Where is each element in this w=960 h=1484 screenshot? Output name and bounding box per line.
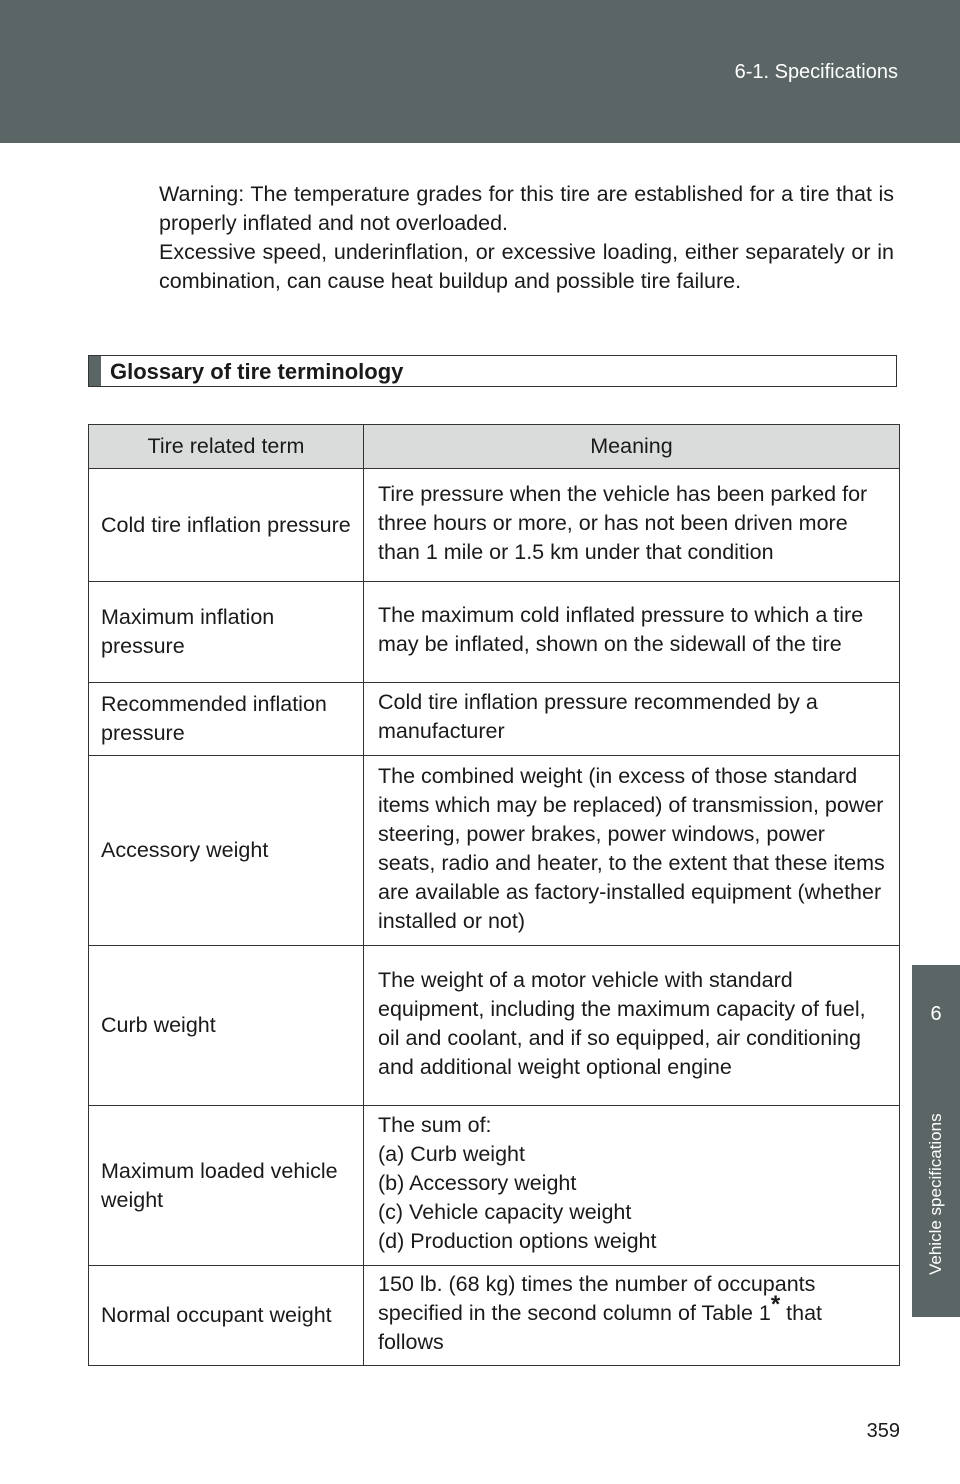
table-row — [89, 469, 900, 582]
term-cell: Cold tire inflation pressure — [89, 469, 364, 582]
term-cell: Maximum inflation pressure — [89, 582, 364, 683]
table-header-row — [89, 425, 900, 469]
table-row — [89, 1106, 900, 1266]
warning-text — [159, 180, 894, 296]
meaning-cell: The maximum cold inflated pressure to which a tire may be inflated, shown on the sidewall of the tire — [364, 582, 900, 683]
meaning-cell — [364, 1266, 900, 1366]
term-cell: Recommended inflation pressure — [89, 683, 364, 756]
section-heading-text: Glossary of tire terminology — [110, 359, 404, 384]
table-row — [89, 756, 900, 946]
chapter-number: 6 — [930, 1003, 942, 1025]
meaning-text-end: that follows — [378, 1301, 823, 1354]
page-header — [0, 0, 960, 143]
table-row — [89, 1266, 900, 1366]
page-number: 359 — [866, 1420, 900, 1442]
term-cell: Accessory weight — [89, 756, 364, 946]
table-row — [89, 683, 900, 756]
meaning-cell — [364, 1106, 900, 1266]
meaning-cell: Cold tire inflation pressure recommended by a manufacturer — [364, 683, 900, 756]
column-header-meaning: Meaning — [364, 425, 900, 469]
table-row — [89, 946, 900, 1106]
heading-accent-bar — [89, 356, 101, 386]
column-header-term: Tire related term — [89, 425, 364, 469]
footnote-mark: * — [770, 1290, 781, 1318]
warning-paragraph-1: Warning: The temperature grades for this tire are established for a tire that is properly inflated and not overloaded. — [159, 182, 894, 235]
glossary-table — [88, 424, 900, 1366]
section-heading — [88, 355, 897, 387]
meaning-line: (a) Curb weight — [378, 1142, 525, 1166]
table-row — [89, 582, 900, 683]
term-cell: Normal occupant weight — [89, 1266, 364, 1366]
section-title: 6-1. Specifications — [734, 61, 898, 83]
meaning-line: (d) Production options weight — [378, 1229, 657, 1253]
chapter-label: Vehicle specifications — [926, 1113, 945, 1275]
meaning-line: (b) Accessory weight — [378, 1171, 577, 1195]
meaning-cell: The weight of a motor vehicle with standard equipment, including the maximum capacity of fuel, oil and coolant, and if so equipped, air conditioning and additional weight optional engine — [364, 946, 900, 1106]
term-cell: Curb weight — [89, 946, 364, 1106]
term-cell: Maximum loaded vehicle weight — [89, 1106, 364, 1266]
meaning-line: (c) Vehicle capacity weight — [378, 1200, 632, 1224]
meaning-cell: Tire pressure when the vehicle has been parked for three hours or more, or has not been driven more than 1 mile or 1.5 km under that condition — [364, 469, 900, 582]
meaning-line: The sum of: — [378, 1113, 492, 1137]
meaning-cell: The combined weight (in excess of those standard items which may be replaced) of transmission, power steering, power brakes, power windows, power seats, radio and heater, to the extent that these items are available as factory-installed equipment (whether installed or not) — [364, 756, 900, 946]
warning-paragraph-2: Excessive speed, underinflation, or excessive loading, either separately or in combination, can cause heat buildup and possible tire failure. — [159, 240, 894, 293]
chapter-tab — [912, 965, 960, 1067]
meaning-text: 150 lb. (68 kg) times the number of occupants specified in the second column of Table 1 — [378, 1272, 816, 1325]
